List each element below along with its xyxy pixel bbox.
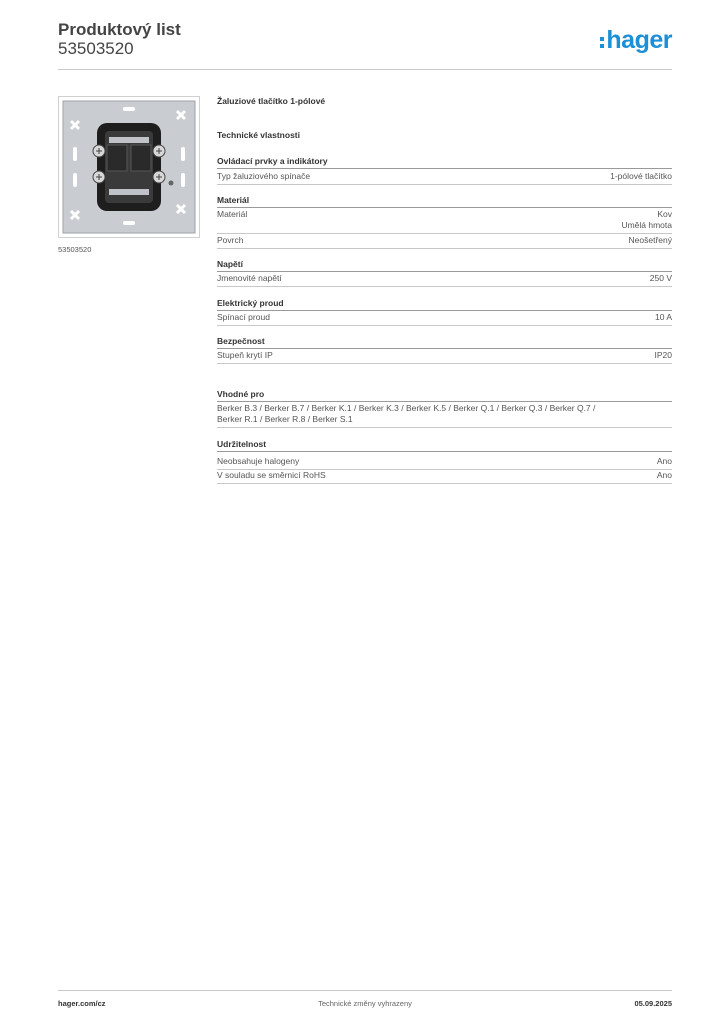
product-number: 53503520 (58, 39, 134, 58)
spec-label: Povrch (217, 235, 244, 245)
compatible-series: Berker B.3 / Berker B.7 / Berker K.1 / Berker K.3 / Berker K.5 / Berker Q.1 / Berker Q.3 / Berker Q.7 / (217, 403, 596, 413)
website-link[interactable]: hager.com/cz (58, 999, 106, 1008)
spec-row (217, 312, 672, 326)
page-footer (58, 990, 672, 1010)
product-image (58, 96, 200, 238)
spec-label: Jmenovité napětí (217, 273, 282, 283)
spec-value: Neošetřený (628, 235, 672, 245)
section-title: Ovládací prvky a indikátory (217, 156, 672, 169)
spec-row (217, 273, 672, 287)
spec-value: 250 V (649, 273, 672, 283)
page-header (58, 20, 672, 70)
page-title: Produktový list (58, 20, 181, 39)
spec-row (217, 209, 672, 234)
section-title: Elektrický proud (217, 298, 672, 311)
spec-row (217, 235, 672, 249)
spec-value: 1-pólové tlačítko (610, 171, 672, 181)
spec-row (217, 470, 672, 484)
section-title: Bezpečnost (217, 336, 672, 349)
section-title: Vhodné pro (217, 389, 672, 402)
image-caption: 53503520 (58, 245, 92, 254)
spec-label: Materiál (217, 209, 248, 219)
footer-notice: Technické změny vyhrazeny (318, 999, 412, 1008)
spec-value: 10 A (654, 312, 672, 322)
spec-value (621, 209, 672, 231)
spec-row (217, 456, 672, 470)
spec-value-line: Kov (657, 209, 672, 219)
spec-value-line: Umělá hmota (621, 220, 672, 230)
spec-value: Ano (656, 456, 672, 466)
section-title: Udržitelnost (217, 439, 672, 452)
spec-row (217, 171, 672, 185)
footer-date: 05.09.2025 (634, 999, 672, 1008)
tech-heading: Technické vlastnosti (217, 130, 300, 140)
section-title: Materiál (217, 195, 672, 208)
logo-dots-icon (600, 37, 604, 48)
spec-label: V souladu se směrnicí RoHS (217, 470, 326, 480)
spec-value: Ano (656, 470, 672, 480)
spec-row (217, 403, 672, 428)
spec-label: Typ žaluziového spínače (217, 171, 311, 181)
section-title: Napětí (217, 259, 672, 272)
logo-text: hager (606, 25, 672, 54)
hager-logo (600, 26, 672, 54)
spec-label: Spínací proud (217, 312, 270, 322)
spec-label: Stupeň krytí IP (217, 350, 273, 360)
spec-value: IP20 (654, 350, 672, 360)
product-name: Žaluziové tlačítko 1-pólové (217, 96, 326, 106)
spec-label: Neobsahuje halogeny (217, 456, 300, 466)
compatible-series: Berker R.1 / Berker R.8 / Berker S.1 (217, 414, 353, 424)
spec-row (217, 350, 672, 364)
